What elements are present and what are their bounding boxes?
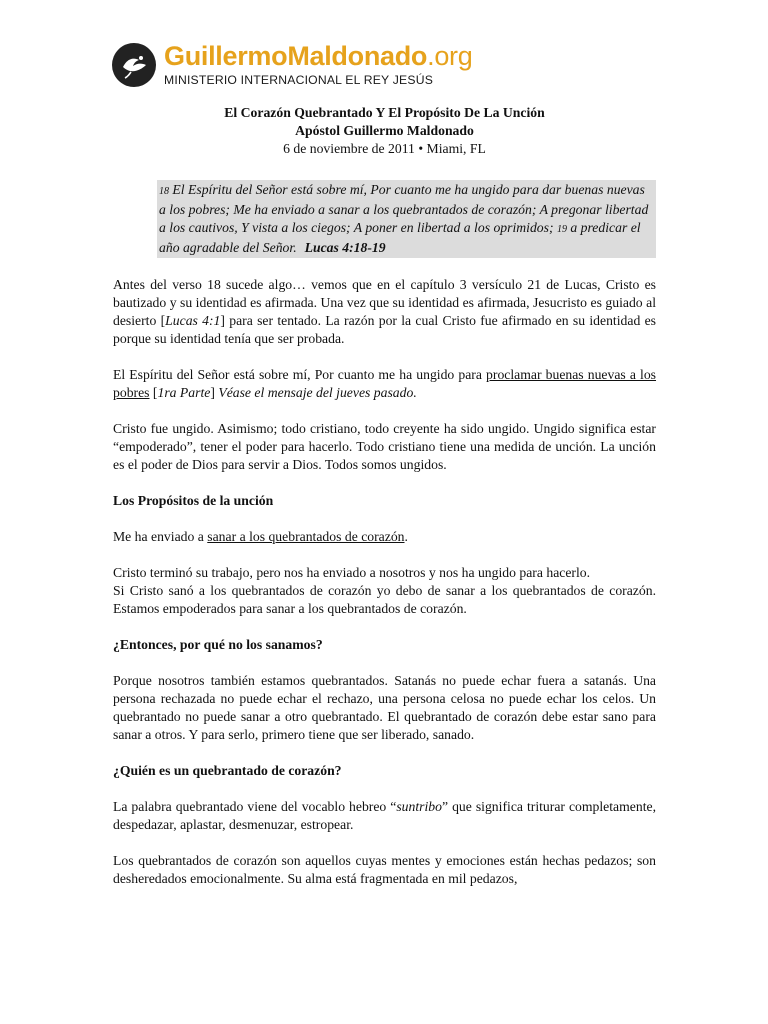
section-heading: Los Propósitos de la unción	[113, 493, 274, 508]
underlined-phrase: sanar a los quebrantados de corazón	[207, 529, 405, 544]
verse-text: El Espíritu del Señor está sobre mí, Por cuanto me ha ungido para dar buenas nuevas a los pobres; Me ha enviado a sanar a los quebrantados de corazón; A pregonar libertad a los cautivos, Y vista a los ciegos; A poner en libertad a los oprimidos;	[159, 182, 649, 235]
section-heading: ¿Quién es un quebrantado de corazón?	[113, 763, 342, 778]
paragraph: Porque nosotros también estamos quebrantados. Satanás no puede echar fuera a satanás. Una persona rechazada no puede echar el rechazo, una persona celosa no puede echar los celos. Un quebrantado no puede sanar a otro quebrantado. El quebrantado de corazón debe estar sano para sanar a otros. Y para serlo, primero tiene que ser liberado, sanado.	[113, 673, 656, 742]
paragraph: El Espíritu del Señor está sobre mí, Por cuanto me ha ungido para proclamar buenas nuevas a los pobres [1ra Parte] Véase el mensaje del jueves pasado.	[113, 367, 657, 400]
scripture-quote	[157, 180, 656, 258]
verse-number: 19	[556, 224, 567, 235]
paragraph: Cristo fue ungido. Asimismo; todo cristiano, todo creyente ha sido ungido. Ungido significa estar “empoderado”, tener el poder para hacerlo. Todo cristiano tiene una medida de unción. La unción es el poder de Dios para servir a Dios. Todos somos ungidos.	[113, 421, 656, 472]
section-heading: ¿Entonces, por qué no los sanamos?	[113, 637, 323, 652]
document-title: El Corazón Quebrantado Y El Propósito De La Unción	[224, 105, 545, 120]
document-body	[113, 104, 656, 906]
inline-reference: 1ra Parte	[157, 385, 211, 400]
verse-text: a predicar el año agradable del Señor.	[159, 220, 641, 255]
paragraph: Si Cristo sanó a los quebrantados de corazón yo debo de sanar a los quebrantados de corazón. Estamos empoderados para sanar a los quebrantados de corazón.	[113, 583, 656, 616]
verse-number: 18	[159, 186, 169, 197]
document-date-location: 6 de noviembre de 2011 • Miami, FL	[283, 141, 486, 156]
document-author: Apóstol Guillermo Maldonado	[295, 123, 474, 138]
dove-emblem-icon	[112, 43, 156, 87]
paragraph: Me ha enviado a sanar a los quebrantados de corazón.	[113, 529, 408, 544]
inline-reference: Lucas 4:1	[165, 313, 221, 328]
paragraph: Cristo terminó su trabajo, pero nos ha enviado a nosotros y nos ha ungido para hacerlo.	[113, 565, 591, 580]
ministry-logo	[112, 40, 472, 90]
document-title-block	[113, 104, 656, 158]
hebrew-term: suntribo	[396, 799, 442, 814]
paragraph: La palabra quebrantado viene del vocablo hebreo “suntribo” que significa triturar completamente, despedazar, aplastar, desmenuzar, estropear.	[113, 799, 656, 832]
paragraph: Los quebrantados de corazón son aquellos cuyas mentes y emociones están hechas pedazos; son desheredados emocionalmente. Su alma está fragmentada en mil pedazos,	[113, 853, 656, 886]
paragraph: Antes del verso 18 sucede algo… vemos que en el capítulo 3 versículo 21 de Lucas, Cristo es bautizado y su identidad es afirmada. Una vez que su identidad es afirmada, Jesucristo es guiado al desierto [Lucas 4:1] para ser tentado. La razón por la cual Cristo fue afirmado en su identidad es porque su identidad tenía que ser probada.	[113, 277, 656, 346]
underlined-phrase: proclamar buenas nuevas a los pobres	[113, 367, 657, 400]
verse-reference: Lucas 4:18-19	[304, 240, 386, 255]
inline-note: Véase el mensaje del jueves pasado.	[218, 385, 417, 400]
logo-name: GuillermoMaldonado.org	[164, 41, 473, 72]
logo-subtitle: MINISTERIO INTERNACIONAL EL REY JESÚS	[164, 73, 434, 88]
